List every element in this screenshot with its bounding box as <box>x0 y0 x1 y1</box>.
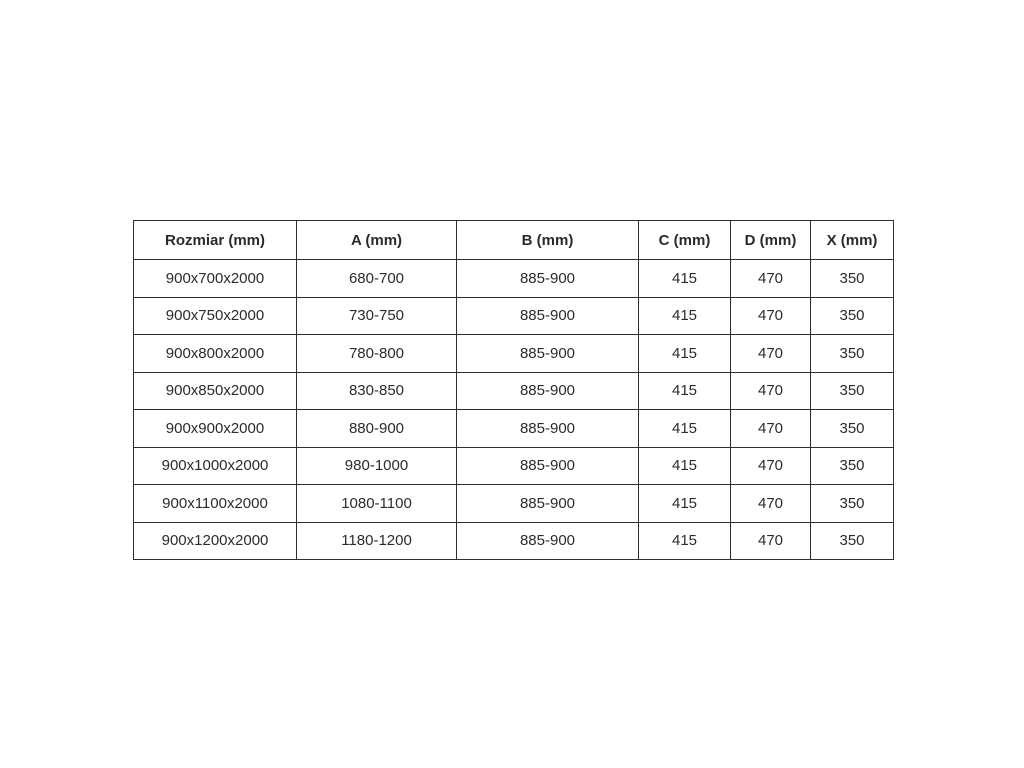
table-cell-c: 415 <box>639 410 731 448</box>
table-cell-a: 780-800 <box>297 335 457 373</box>
column-header-d: D (mm) <box>731 221 811 260</box>
table-cell-x: 350 <box>811 260 894 298</box>
size-spec-table-container <box>133 220 893 560</box>
table-cell-x: 350 <box>811 485 894 523</box>
table-row <box>134 335 894 373</box>
table-cell-x: 350 <box>811 335 894 373</box>
column-header-c: C (mm) <box>639 221 731 260</box>
table-cell-a: 1180-1200 <box>297 522 457 560</box>
table-cell-a: 880-900 <box>297 410 457 448</box>
table-cell-rozmiar: 900x1200x2000 <box>134 522 297 560</box>
table-cell-rozmiar: 900x700x2000 <box>134 260 297 298</box>
table-cell-d: 470 <box>731 485 811 523</box>
table-cell-c: 415 <box>639 372 731 410</box>
table-row <box>134 372 894 410</box>
table-cell-d: 470 <box>731 335 811 373</box>
table-cell-c: 415 <box>639 297 731 335</box>
table-cell-b: 885-900 <box>457 410 639 448</box>
table-cell-d: 470 <box>731 410 811 448</box>
table-cell-b: 885-900 <box>457 485 639 523</box>
table-row <box>134 485 894 523</box>
column-header-b: B (mm) <box>457 221 639 260</box>
table-cell-d: 470 <box>731 522 811 560</box>
table-cell-x: 350 <box>811 447 894 485</box>
table-cell-d: 470 <box>731 447 811 485</box>
table-cell-rozmiar: 900x900x2000 <box>134 410 297 448</box>
table-cell-rozmiar: 900x1000x2000 <box>134 447 297 485</box>
table-row <box>134 260 894 298</box>
table-cell-b: 885-900 <box>457 447 639 485</box>
table-cell-d: 470 <box>731 297 811 335</box>
table-cell-rozmiar: 900x750x2000 <box>134 297 297 335</box>
table-row <box>134 410 894 448</box>
table-cell-c: 415 <box>639 485 731 523</box>
table-header <box>134 221 894 260</box>
table-cell-b: 885-900 <box>457 372 639 410</box>
column-header-x: X (mm) <box>811 221 894 260</box>
table-cell-x: 350 <box>811 372 894 410</box>
table-cell-c: 415 <box>639 260 731 298</box>
size-spec-table <box>133 220 894 560</box>
table-cell-b: 885-900 <box>457 297 639 335</box>
table-cell-a: 1080-1100 <box>297 485 457 523</box>
header-row <box>134 221 894 260</box>
table-cell-b: 885-900 <box>457 522 639 560</box>
table-cell-a: 980-1000 <box>297 447 457 485</box>
column-header-rozmiar: Rozmiar (mm) <box>134 221 297 260</box>
table-body <box>134 260 894 560</box>
table-row <box>134 447 894 485</box>
table-cell-x: 350 <box>811 410 894 448</box>
table-cell-x: 350 <box>811 297 894 335</box>
table-cell-c: 415 <box>639 522 731 560</box>
table-row <box>134 297 894 335</box>
table-cell-a: 830-850 <box>297 372 457 410</box>
table-cell-rozmiar: 900x1100x2000 <box>134 485 297 523</box>
table-cell-d: 470 <box>731 372 811 410</box>
table-cell-rozmiar: 900x800x2000 <box>134 335 297 373</box>
column-header-a: A (mm) <box>297 221 457 260</box>
table-cell-x: 350 <box>811 522 894 560</box>
table-cell-c: 415 <box>639 335 731 373</box>
table-cell-rozmiar: 900x850x2000 <box>134 372 297 410</box>
table-cell-c: 415 <box>639 447 731 485</box>
table-cell-d: 470 <box>731 260 811 298</box>
table-row <box>134 522 894 560</box>
table-cell-b: 885-900 <box>457 260 639 298</box>
table-cell-a: 730-750 <box>297 297 457 335</box>
table-cell-b: 885-900 <box>457 335 639 373</box>
table-cell-a: 680-700 <box>297 260 457 298</box>
